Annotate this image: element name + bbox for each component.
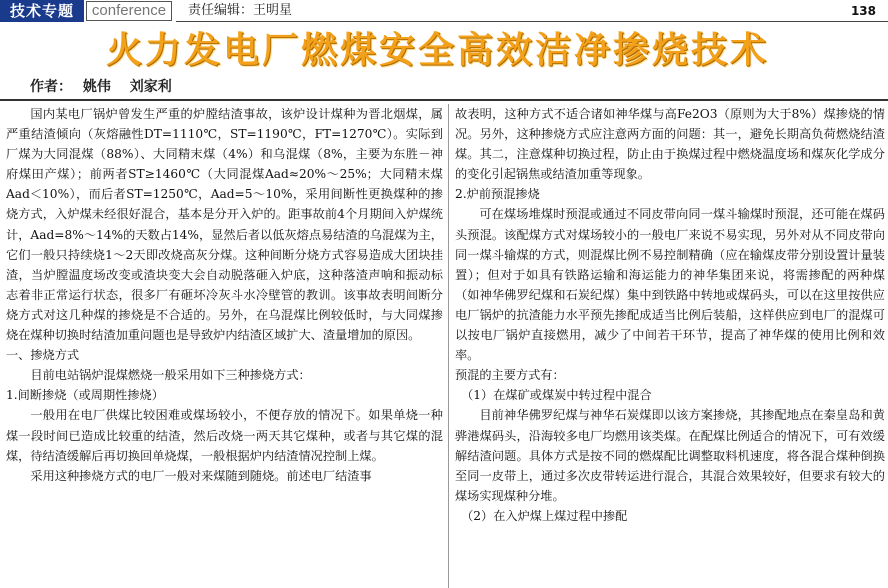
paragraph: 一般用在电厂供煤比较困难或煤场较小，不便存放的情况下。如果单烧一种煤一段时间已造成比较重的结渣，然后改烧一两天其它煤种，或者与其它煤的混煤，待结渣缓解后再切换回单烧煤，一般根据炉内结渣情况控制上煤。 [6, 408, 443, 463]
author-label: 作者： [30, 79, 72, 95]
list-item-heading: （1）在煤矿或煤炭中转过程中混合 [461, 388, 652, 403]
left-column [6, 104, 443, 588]
paragraph: 采用这种掺烧方式的电厂一般对来煤随到随烧。前述电厂结渣事 [30, 468, 372, 483]
paragraph: 目前电站锅炉混煤燃烧一般采用如下三种掺烧方式： [30, 368, 311, 383]
right-column [455, 104, 885, 588]
paragraph: 目前神华佛罗纪煤与神华石炭煤即以该方案掺烧，其掺配地点在秦皇岛和黄骅港煤码头，沿海较多电厂均燃用该类煤。在配煤比例适合的情况下，可有效缓解结渣问题。具体方式是按不同的燃煤配比调整取料机速度，将各混合煤种倒换至同一皮带上，通过多次皮带转运进行混合，其混合效果较好，但要求有较大的煤场实现煤种分堆。 [455, 408, 885, 503]
section-heading: 一、掺烧方式 [6, 348, 80, 363]
article-title: 火力发电厂燃煤安全高效洁净掺烧技术 [106, 30, 770, 71]
column-divider [448, 104, 449, 588]
author-name: 姚伟 [82, 79, 111, 95]
list-intro: 预混的主要方式有： [455, 368, 565, 383]
paragraph: 国内某电厂锅炉曾发生严重的炉膛结渣事故，该炉设计煤种为晋北烟煤，属严重结渣倾向（灰熔融性DT=1110℃，ST=1190℃，FT=1270℃）。实际到厂煤为大同混煤（88%）、大同精末煤（4%）和乌混煤（8%，主要为东胜－神府煤田产煤）；前两者ST≥1460℃（大同混煤Aad≈20%～25%；大同精末煤Aad＜10%），而后者ST=1250℃，Aad=5～10%，采用间断性更换煤种的掺烧方式，入炉煤未经很好混合，基本是分开入炉的。距事故前4个月期间入炉煤统计，Aad=8%～14%的天数占14%，显然后者以低灰熔点易结渣的乌混煤为主，它们一般只持续烧1～2天即改烧高灰分煤。这种间断分烧方式容易造成大团块挂渣，当炉膛温度场改变或渣块变大会自动脱落砸入炉底，这种落渣声响和振动标志着非正常运行状态，很多厂有砸坏冷灰斗水冷壁管的教训。该事故表明间断分烧方式对这几种煤的掺烧是不合适的。另外，在乌混煤比例较低时，与大同煤掺烧在煤种切换时结渣加重问题也是导致炉内结渣区域扩大、渣量增加的原因。 [6, 107, 443, 343]
section-tag: 技术专题 [0, 0, 84, 22]
subsection-heading: 1.间断掺烧（或周期性掺烧） [6, 388, 164, 403]
responsible-editor: 责任编辑：王明星 [188, 3, 293, 18]
section-english-label: conference [86, 1, 172, 21]
author-line [30, 78, 186, 96]
header-rule [176, 21, 888, 22]
title-divider [0, 99, 888, 101]
page-number: 138 [850, 4, 876, 18]
paragraph: 可在煤场堆煤时预混或通过不同皮带向同一煤斗输煤时预混，还可能在煤码头预混。该配煤方式对煤场较小的一般电厂来说不易实现，另外对从不同皮带向同一煤斗输煤的方式，则混煤比例不易控制精确（应在输煤皮带分别设置计量装置）；但对于如具有铁路运输和海运能力的神华集团来说，将需掺配的两种煤（如神华佛罗纪煤和石炭纪煤）集中到铁路中转地或煤码头，可以在这里按供应电厂锅炉的抗渣能力水平预先掺配成适当比例后装船，这样供应到电厂的混煤可以按电厂锅炉直接燃用，减少了中间若干环节，提高了神华煤的使用比例和效率。 [455, 207, 885, 363]
paragraph-continued: 故表明，这种方式不适合诸如神华煤与高Fe2O3（原则为大于8%）煤掺烧的情况。另外，这种掺烧方式应注意两方面的问题：其一，避免长期高负荷燃烧结渣煤。其二，注意煤种切换过程，防止由于换煤过程中燃烧温度场和煤灰化学成分的变化引起锅焦或结渣加重等现象。 [455, 107, 885, 182]
page-header [0, 0, 888, 22]
list-item-heading: （2）在入炉煤上煤过程中掺配 [461, 508, 628, 523]
subsection-heading: 2.炉前预混掺烧 [455, 187, 540, 202]
author-name: 刘家利 [129, 79, 172, 95]
